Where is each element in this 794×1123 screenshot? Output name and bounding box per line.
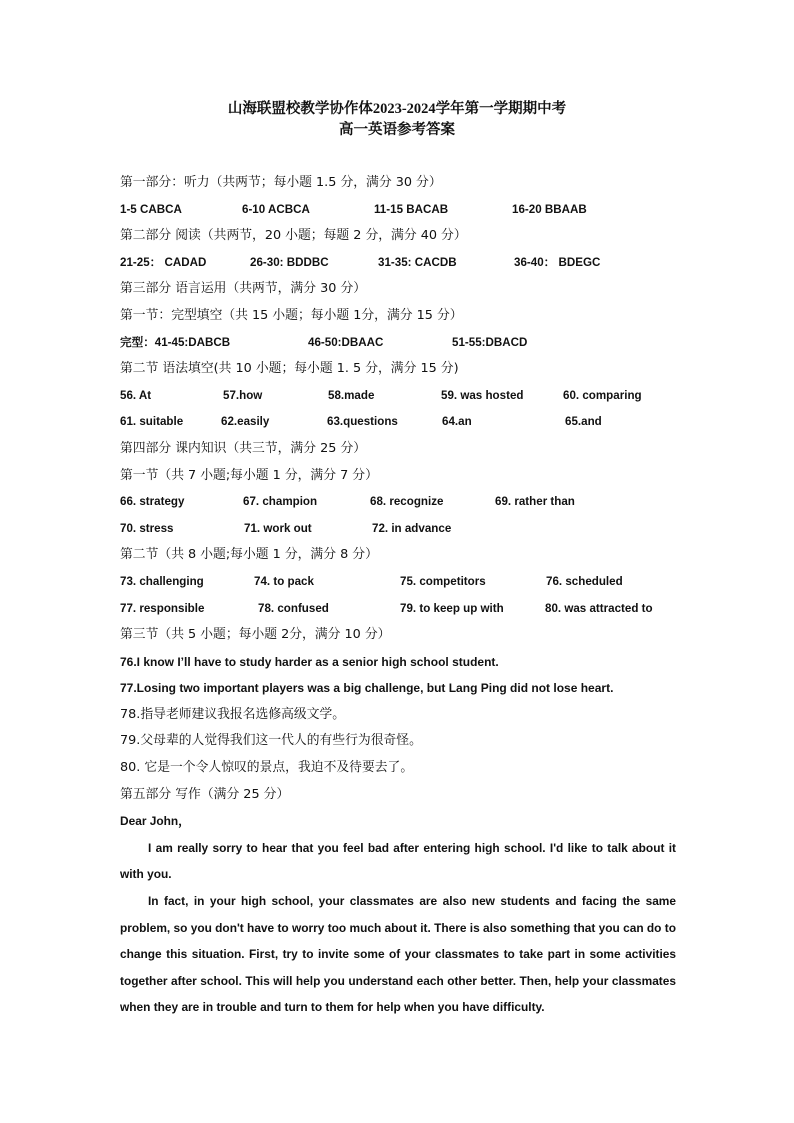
answer-item: 64.an: [442, 415, 472, 429]
translation-answer: 79.父母辈的人觉得我们这一代人的有些行为很奇怪。: [120, 733, 422, 749]
part4-section1-row1: [120, 489, 676, 516]
part3-section2-row1: [120, 383, 676, 410]
answer-group: 6-10 ACBCA: [242, 202, 310, 216]
part4-section2-row2: [120, 596, 676, 623]
part4-heading: 第四部分 课内知识（共三节，满分 25 分）: [120, 440, 367, 456]
answer-group: 1-5 CABCA: [120, 202, 182, 216]
answer-item: 57.how: [223, 388, 263, 402]
letter-paragraph: I am really sorry to hear that you feel bad after entering high school. I'd like to talk about it with you.: [120, 840, 676, 882]
part3-section2-row2: [120, 409, 676, 436]
answer-item: 78. confused: [258, 601, 329, 615]
answer-item: 59. was hosted: [441, 388, 524, 402]
part1-answers-row: [120, 197, 676, 224]
answer-group: 31-35: CACDB: [378, 255, 457, 269]
answer-item: 80. was attracted to: [545, 601, 653, 615]
answer-item: 67. champion: [243, 495, 318, 509]
answer-item: 74. to pack: [254, 574, 314, 588]
answer-item: 73. challenging: [120, 574, 204, 588]
answer-group: 完型：41-45:DABCB: [120, 335, 231, 349]
answer-item: 71. work out: [244, 521, 312, 535]
answer-group: 16-20 BBAAB: [512, 202, 587, 216]
part4-section1-row2: [120, 516, 676, 543]
part4-section2-heading: 第二节（共 8 小题;每小题 1 分，满分 8 分）: [120, 547, 378, 563]
document-subtitle: 高一英语参考答案: [339, 122, 455, 138]
letter-salutation: Dear John，: [120, 814, 191, 829]
answer-item: 69. rather than: [495, 495, 575, 509]
translation-answer: 78.指导老师建议我报名选修高级文学。: [120, 706, 346, 722]
answer-item: 72. in advance: [372, 521, 452, 535]
part3-heading: 第三部分 语言运用（共两节，满分 30 分）: [120, 281, 367, 297]
answer-item: 60. comparing: [563, 388, 642, 402]
translation-answer: 80. 它是一个令人惊叹的景点，我迫不及待要去了。: [120, 760, 414, 776]
answer-group: 21-25： CADAD: [120, 255, 207, 269]
answer-group: 46-50:DBAAC: [308, 335, 384, 349]
part4-section1-heading: 第一节（共 7 小题;每小题 1 分，满分 7 分）: [120, 467, 378, 483]
part3-section1-heading: 第一节：完型填空（共 15 小题；每小题 1分，满分 15 分）: [120, 307, 463, 323]
answer-item: 75. competitors: [400, 574, 486, 588]
document-title: 山海联盟校教学协作体2023-2024学年第一学期期中考: [227, 101, 567, 117]
answer-group: 51-55:DBACD: [452, 335, 528, 349]
answer-group: 36-40： BDEGC: [514, 255, 601, 269]
answer-item: 62.easily: [221, 415, 270, 429]
answer-group: 11-15 BACAB: [374, 202, 449, 216]
translation-answer: 76.I know I’ll have to study harder as a senior high school student.: [120, 654, 499, 669]
part4-section3-heading: 第三节（共 5 小题；每小题 2分，满分 10 分）: [120, 627, 391, 643]
answer-item: 79. to keep up with: [400, 601, 504, 615]
part2-heading: 第二部分 阅读（共两节，20 小题；每题 2 分，满分 40 分）: [120, 228, 467, 244]
part1-heading: 第一部分：听力（共两节；每小题 1.5 分，满分 30 分）: [120, 175, 442, 190]
answer-item: 77. responsible: [120, 601, 205, 615]
answer-item: 61. suitable: [120, 415, 184, 429]
part4-section2-row1: [120, 569, 676, 596]
part2-answers-row: [120, 250, 676, 277]
sample-letter: [120, 808, 676, 1021]
letter-paragraph: In fact, in your high school, your classmates are also new students and facing the same problem, so you don't have to worry too much about it. There is also something that you can do to change this situation. First, try to invite some of your classmates to take part in some activities together after school. This will help you understand each other better. Then, help your classmates when they are in trouble and turn to them for help when you have difficulty.: [120, 894, 676, 1015]
part3-section1-answers-row: [120, 330, 676, 357]
answer-item: 70. stress: [120, 521, 174, 535]
answer-group: 26-30: BDDBC: [250, 255, 329, 269]
answer-item: 66. strategy: [120, 495, 185, 509]
answer-item: 76. scheduled: [546, 574, 623, 588]
answer-item: 63.questions: [327, 415, 398, 429]
answer-content: [120, 170, 676, 1021]
answer-item: 56. At: [120, 388, 152, 402]
answer-item: 65.and: [565, 415, 602, 429]
part3-section2-heading: 第二节 语法填空(共 10 小题；每小题 1. 5 分，满分 15 分): [120, 361, 459, 377]
part5-heading: 第五部分 写作（满分 25 分）: [120, 786, 290, 802]
answer-item: 58.made: [328, 388, 375, 402]
translation-answer: 77.Losing two important players was a big challenge, but Lang Ping did not lose heart.: [120, 681, 614, 696]
answer-item: 68. recognize: [370, 495, 444, 509]
